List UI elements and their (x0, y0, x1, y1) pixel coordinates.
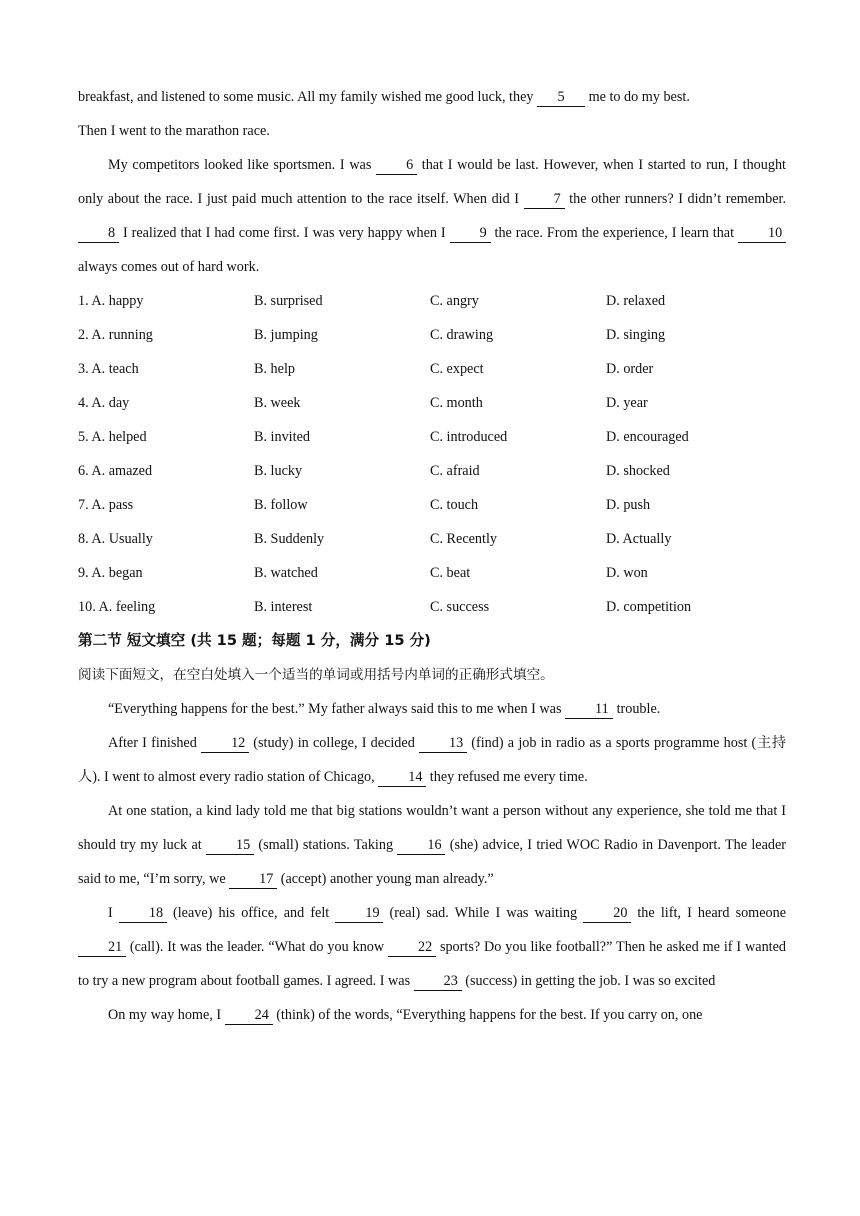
option-b[interactable]: B. lucky (254, 463, 303, 479)
section-title: 第二节 短文填空 (共 15 题；每题 1 分，满分 15 分) (78, 632, 431, 649)
blank-22[interactable]: 22 (388, 938, 436, 957)
option-row-1 (78, 284, 786, 318)
text: sports? Do you like football?” Then he asked me if I wanted to try a new program about football games. I agreed. I was (78, 939, 786, 989)
passage2-paragraph3 (78, 794, 786, 896)
option-d[interactable]: D. order (606, 361, 654, 377)
blank-10[interactable]: 10 (738, 224, 786, 243)
option-c[interactable]: C. success (430, 599, 490, 615)
option-row-2 (78, 318, 786, 352)
blank-17[interactable]: 17 (229, 870, 277, 889)
blank-5[interactable]: 5 (537, 88, 585, 107)
option-b[interactable]: B. watched (254, 565, 318, 581)
text: (she) advice, I tried WOC Radio in Davenport. The leader said to me, “I’m sorry, we (78, 837, 786, 887)
option-d[interactable]: D. push (606, 497, 651, 513)
option-a[interactable]: 2. A. running (78, 327, 153, 343)
option-a[interactable]: 7. A. pass (78, 497, 134, 513)
text: My competitors looked like sportsmen. I was (108, 157, 377, 173)
passage1-paragraph2 (78, 148, 786, 284)
option-d[interactable]: D. shocked (606, 463, 670, 479)
option-c[interactable]: C. drawing (430, 327, 494, 343)
option-d[interactable]: D. competition (606, 599, 692, 615)
option-c[interactable]: C. month (430, 395, 483, 411)
text: (accept) another young man already.” (277, 871, 494, 887)
option-a[interactable]: 5. A. helped (78, 429, 147, 445)
option-c[interactable]: C. expect (430, 361, 484, 377)
text: (success) in getting the job. I was so excited (461, 973, 716, 989)
document-page (78, 80, 786, 1032)
text: At one station, a kind lady told me that big stations wouldn’t want a person without any experience, she told me that I should try my luck at (78, 803, 786, 853)
option-a[interactable]: 1. A. happy (78, 293, 144, 309)
text: breakfast, and listened to some music. All my family wished me good luck, they (78, 89, 538, 105)
section-instruction: 阅读下面短文，在空白处填入一个适当的单词或用括号内单词的正确形式填空。 (78, 667, 554, 683)
passage2-paragraph2 (78, 726, 786, 794)
option-a[interactable]: 9. A. began (78, 565, 143, 581)
text: (call). It was the leader. “What do you know (126, 939, 389, 955)
passage1-line2: Then I went to the marathon race. (78, 123, 270, 139)
text: the lift, I heard someone (631, 905, 786, 921)
blank-14[interactable]: 14 (378, 768, 426, 787)
passage2-paragraph1 (78, 692, 786, 726)
blank-12[interactable]: 12 (201, 734, 249, 753)
option-row-10 (78, 590, 786, 624)
blank-20[interactable]: 20 (583, 904, 631, 923)
option-c[interactable]: C. introduced (430, 429, 508, 445)
option-a[interactable]: 3. A. teach (78, 361, 139, 377)
text: always comes out of hard work. (78, 259, 260, 275)
text: After I finished (108, 735, 202, 751)
option-row-8 (78, 522, 786, 556)
text: the other runners? I didn’t remember. (564, 191, 786, 207)
text: (leave) his office, and felt (166, 905, 336, 921)
text: (think) of the words, “Everything happens for the best. If you carry on, one (272, 1007, 703, 1023)
text: (find) a job in radio as a sports programme host (主持人). I went to almost every radio station of Chicago, (78, 735, 787, 785)
option-d[interactable]: D. year (606, 395, 648, 411)
option-b[interactable]: B. interest (254, 599, 313, 615)
text: (study) in college, I decided (249, 735, 420, 751)
option-a[interactable]: 10. A. feeling (78, 599, 156, 615)
option-c[interactable]: C. touch (430, 497, 479, 513)
blank-18[interactable]: 18 (119, 904, 167, 923)
text: that I would be last. However, when I started to run, I thought only about the race. I just paid much attention to the race itself. When did I (78, 157, 786, 207)
option-b[interactable]: B. invited (254, 429, 310, 445)
option-b[interactable]: B. follow (254, 497, 308, 513)
text: (small) stations. Taking (254, 837, 398, 853)
blank-13[interactable]: 13 (419, 734, 467, 753)
option-b[interactable]: B. week (254, 395, 301, 411)
option-a[interactable]: 8. A. Usually (78, 531, 153, 547)
option-b[interactable]: B. help (254, 361, 295, 377)
option-b[interactable]: B. Suddenly (254, 531, 325, 547)
option-row-6 (78, 454, 786, 488)
option-row-5 (78, 420, 786, 454)
blank-23[interactable]: 23 (414, 972, 462, 991)
blank-21[interactable]: 21 (78, 938, 126, 957)
option-c[interactable]: C. beat (430, 565, 471, 581)
blank-11[interactable]: 11 (565, 700, 613, 719)
text: the race. From the experience, I learn that (490, 225, 738, 241)
option-row-3 (78, 352, 786, 386)
blank-9[interactable]: 9 (450, 224, 491, 243)
options-list (78, 284, 786, 624)
option-c[interactable]: C. afraid (430, 463, 480, 479)
blank-7[interactable]: 7 (524, 190, 565, 209)
option-d[interactable]: D. won (606, 565, 648, 581)
passage1-line1 (78, 80, 786, 114)
text: I (108, 905, 119, 921)
blank-24[interactable]: 24 (225, 1006, 273, 1025)
option-d[interactable]: D. singing (606, 327, 666, 343)
passage2-paragraph5 (78, 998, 786, 1032)
passage2-paragraph4 (78, 896, 786, 998)
text: On my way home, I (108, 1007, 225, 1023)
option-d[interactable]: D. Actually (606, 531, 672, 547)
option-row-9 (78, 556, 786, 590)
option-a[interactable]: 4. A. day (78, 395, 130, 411)
option-a[interactable]: 6. A. amazed (78, 463, 153, 479)
option-b[interactable]: B. jumping (254, 327, 318, 343)
text: I realized that I had come first. I was very happy when I (119, 225, 450, 241)
text: (real) sad. While I was waiting (383, 905, 584, 921)
blank-16[interactable]: 16 (397, 836, 445, 855)
blank-6[interactable]: 6 (376, 156, 417, 175)
option-b[interactable]: B. surprised (254, 293, 323, 309)
text: “Everything happens for the best.” My father always said this to me when I was (108, 701, 566, 717)
option-row-4 (78, 386, 786, 420)
blank-15[interactable]: 15 (206, 836, 254, 855)
option-d[interactable]: D. encouraged (606, 429, 689, 445)
text: trouble. (613, 701, 661, 717)
blank-8[interactable]: 8 (78, 224, 119, 243)
blank-19[interactable]: 19 (335, 904, 383, 923)
option-row-7 (78, 488, 786, 522)
option-d[interactable]: D. relaxed (606, 293, 666, 309)
option-c[interactable]: C. angry (430, 293, 479, 309)
option-c[interactable]: C. Recently (430, 531, 497, 547)
text: they refused me every time. (426, 769, 588, 785)
text: me to do my best. (585, 89, 690, 105)
